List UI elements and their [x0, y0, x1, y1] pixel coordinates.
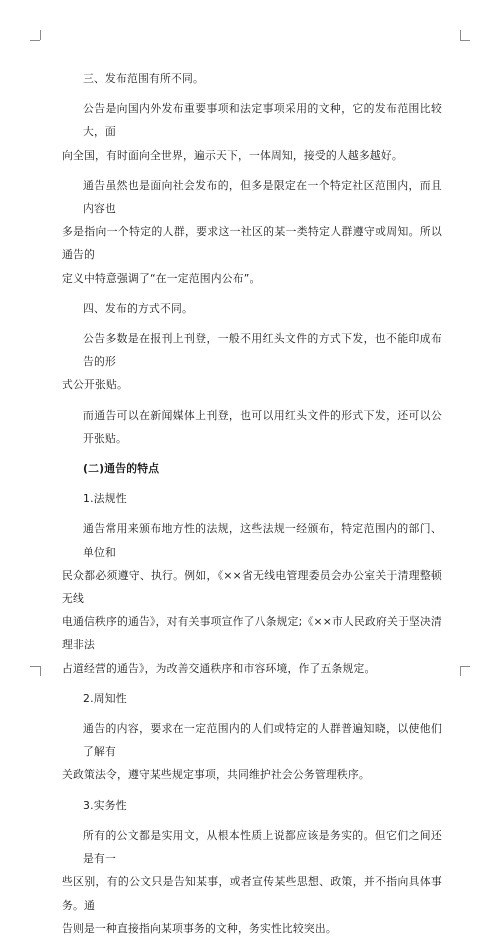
text-line: 关政策法令，遵守某些规定事项，共同维护社会公务管理秩序。: [62, 768, 370, 782]
text-line: 告则是一种直接指向某项事务的文种，务实性比较突出。: [62, 921, 337, 935]
document-body: [62, 67, 442, 940]
paragraph: [62, 717, 442, 787]
text-line: 公告多数是在报刊上刊登，一般不用红头文件的方式下发，也不能印成布告的形: [83, 332, 442, 369]
text-line: 2.周知性: [83, 691, 127, 705]
text-line: 通告常用来颁布地方性的法规，这些法规一经颁布，特定范围内的部门、单位和: [83, 522, 442, 559]
text-line: 民众都必须遵守、执行。例如，《××省无线电管理委员会办公室关于清理整顿无线: [62, 568, 442, 606]
paragraph: [62, 97, 442, 167]
paragraph: [62, 404, 442, 450]
text-line: 通告虽然也是面向社会发布的，但多是限定在一个特定社区范围内，而且内容也: [83, 178, 442, 216]
text-line: 些区别，有的公文只是告知某事，或者宣传某些思想、政策，并不指向具体事务。通: [62, 875, 442, 912]
text-line: 三、发布范围有所不同。: [83, 72, 204, 85]
text-line: 四、发布的方式不同。: [83, 301, 193, 315]
subheading-legality: [62, 487, 442, 510]
paragraph: [62, 174, 442, 290]
text-line: 公告是向国内外发布重要事项和法定事项采用的文种，它的发布范围比较大，面: [83, 102, 442, 139]
heading-four: [62, 297, 442, 320]
text-line: 而通告可以在新闻媒体上刊登，也可以用红头文件的形式下发，还可以公开张贴。: [83, 408, 442, 445]
text-line: (二)通告的特点: [83, 462, 160, 476]
text-line: 多是指向一个特定的人群，要求这一社区的某一类特定人群遵守或周知。所以通告的: [62, 225, 442, 262]
paragraph: [62, 824, 442, 940]
text-line: 定义中特意强调了“在一定范围内公布”。: [62, 271, 261, 285]
text-line: 向全国，有时面向全世界，遍示天下，一体周知，接受的人越多越好。: [62, 148, 403, 162]
section-heading: [62, 457, 442, 480]
text-line: 电通信秩序的通告》，对有关事项宣作了八条规定;《××市人民政府关于坚决清理非法: [62, 615, 442, 652]
text-line: 3.实务性: [83, 798, 127, 812]
paragraph: [62, 517, 442, 679]
paragraph: [62, 327, 442, 397]
text-line: 式公开张贴。: [62, 378, 128, 392]
text-line: 1.法规性: [83, 492, 127, 506]
heading-three: [62, 67, 442, 90]
subheading-practicality: [62, 794, 442, 817]
text-line: 通告的内容，要求在一定范围内的人们或特定的人群普遍知晓，以使他们了解有: [83, 722, 442, 759]
text-line: 占道经营的通告》，为改善交通秩序和市容环境，作了五条规定。: [62, 661, 376, 675]
text-line: 所有的公文都是实用文，从根本性质上说都应该是务实的。但它们之间还是有一: [83, 828, 442, 866]
